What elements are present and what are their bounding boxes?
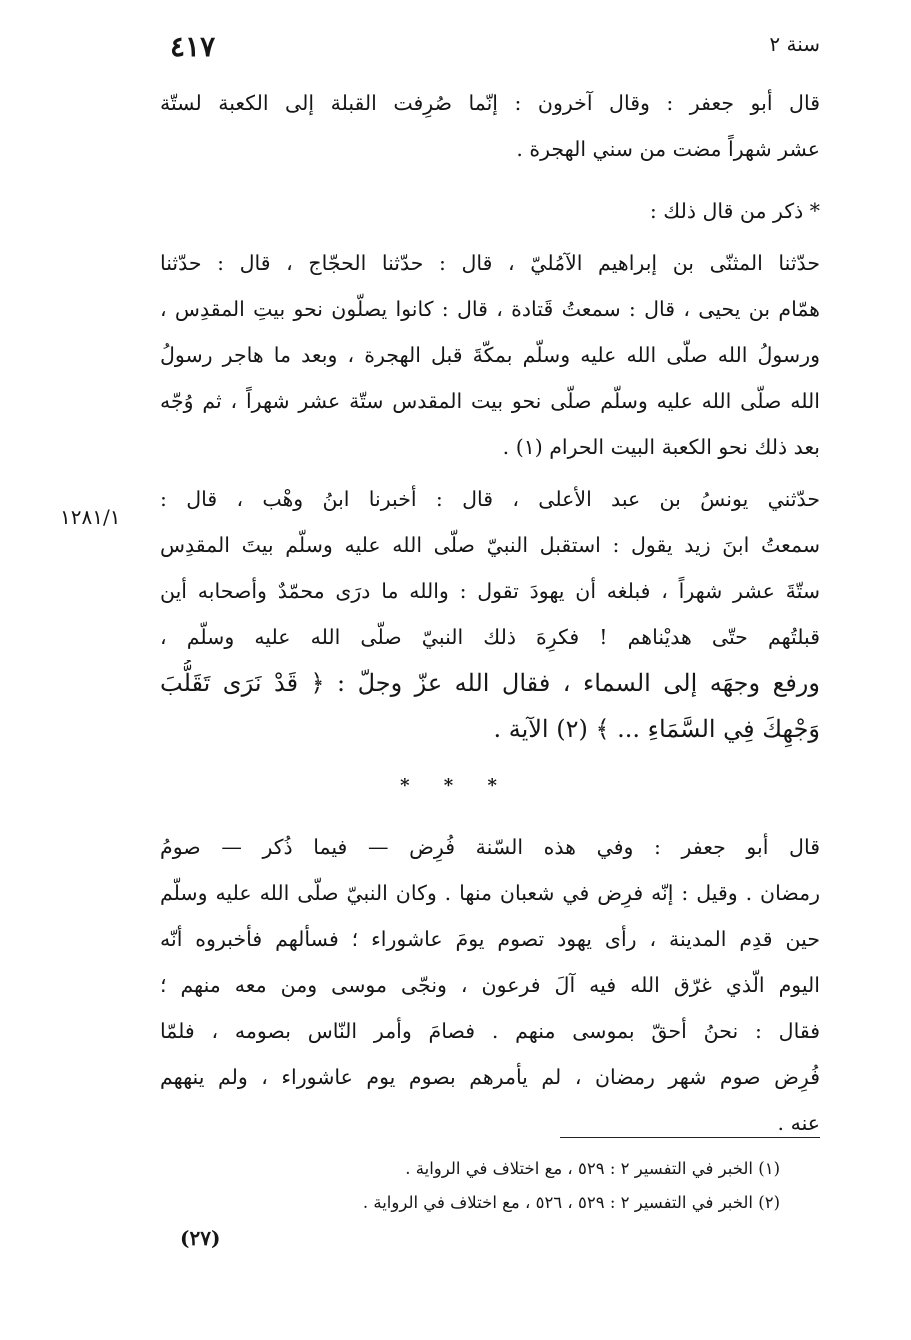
text-line: حدّثنا المثنّى بن إبراهيم الآمُليّ ، قال : حدّثنا الحجّاج ، قال : حدّثنا bbox=[160, 251, 820, 275]
text-line: بعد ذلك نحو الكعبة البيت الحرام (١) . bbox=[502, 435, 820, 459]
text-line: ورفع وجهَه إلى السماء ، فقال الله عزّ وجلّ : ﴿ قَدْ نَرَى تَقَلُّبَ bbox=[160, 669, 820, 697]
text-line: الله صلّى الله عليه وسلّم صلّى نحو بيت المقدس ستّة عشر شهراً ، ثم وُجّه bbox=[160, 389, 820, 413]
running-head: سنة ٢ bbox=[769, 32, 820, 56]
footnote-divider bbox=[560, 1137, 820, 1138]
page-number: ٤١٧ bbox=[170, 30, 216, 63]
paragraph-hadith-2 bbox=[160, 476, 820, 752]
text-line: ورسولُ الله صلّى الله عليه وسلّم بمكّةَ قبل الهجرة ، وبعد ما هاجر رسولُ bbox=[160, 343, 820, 367]
text-line: حين قدِم المدينة ، رأى يهود تصوم يومَ عاشوراء ؛ فسألهم فأخبروه أنّه bbox=[160, 927, 820, 951]
footnotes bbox=[200, 1152, 780, 1220]
section-separator: * * * bbox=[400, 775, 511, 796]
text-line: قال أبو جعفر : وفي هذه السّنة فُرِض — فيما ذُكر — صومُ bbox=[160, 835, 820, 859]
text-line: فقال : نحنُ أحقّ بموسى منهم . فصامَ وأمر النّاس بصومه ، فلمّا bbox=[160, 1019, 820, 1043]
text-line: همّام بن يحيى ، قال : سمعتُ قَتادة ، قال : كانوا يصلّون نحو بيتِ المقدِس ، bbox=[160, 297, 820, 321]
text-line: فُرِض صوم شهر رمضان ، لم يأمرهم بصوم يوم عاشوراء ، ولم ينههم bbox=[160, 1065, 820, 1089]
text-line: عشر شهراً مضت من سني الهجرة . bbox=[516, 137, 820, 161]
page-header bbox=[160, 30, 820, 70]
text-line: قبلتُهم حتّى هديْناهم ! فكرِهَ ذلك النبيّ صلّى الله عليه وسلّم ، bbox=[160, 625, 820, 649]
margin-reference: ١٢٨١/١ bbox=[60, 505, 121, 529]
text-line: ستّةَ عشر شهراً ، فبلغه أن يهودَ تقول : والله ما درَى محمّدٌ وأصحابه أين bbox=[160, 579, 820, 603]
text-line: اليوم الّذي غرّق الله فيه آلَ فرعون ، ونجّى موسى ومن معه منهم ؛ bbox=[160, 973, 820, 997]
signature-mark: (٢٧) bbox=[180, 1226, 221, 1250]
text-line: سمعتُ ابنَ زيد يقول : استقبل النبيّ صلّى الله عليه وسلّم بيتَ المقدِس bbox=[160, 533, 820, 557]
text-line: قال أبو جعفر : وقال آخرون : إنّما صُرِفت القبلة إلى الكعبة لستّة bbox=[160, 91, 820, 115]
paragraph-intro bbox=[160, 80, 820, 172]
heading-line: * ذكر من قال ذلك : bbox=[649, 199, 820, 223]
text-line: رمضان . وقيل : إنّه فرِض في شعبان منها . وكان النبيّ صلّى الله عليه وسلّم bbox=[160, 881, 820, 905]
footnote: (١) الخبر في التفسير ٢ : ٥٢٩ ، مع اختلاف في الرواية . bbox=[405, 1159, 780, 1178]
text-line: عنه . bbox=[777, 1111, 820, 1135]
section-heading bbox=[160, 188, 820, 234]
text-line: وَجْهِكَ فِي السَّمَاءِ ... ﴾ (٢) الآية . bbox=[493, 715, 820, 743]
text-line: حدّثني يونسُ بن عبد الأعلى ، قال : أخبرنا ابنُ وهْب ، قال : bbox=[160, 487, 820, 511]
paragraph-ashura bbox=[160, 824, 820, 1146]
footnote: (٢) الخبر في التفسير ٢ : ٥٢٩ ، ٥٢٦ ، مع اختلاف في الرواية . bbox=[362, 1193, 780, 1212]
paragraph-hadith-1 bbox=[160, 240, 820, 470]
